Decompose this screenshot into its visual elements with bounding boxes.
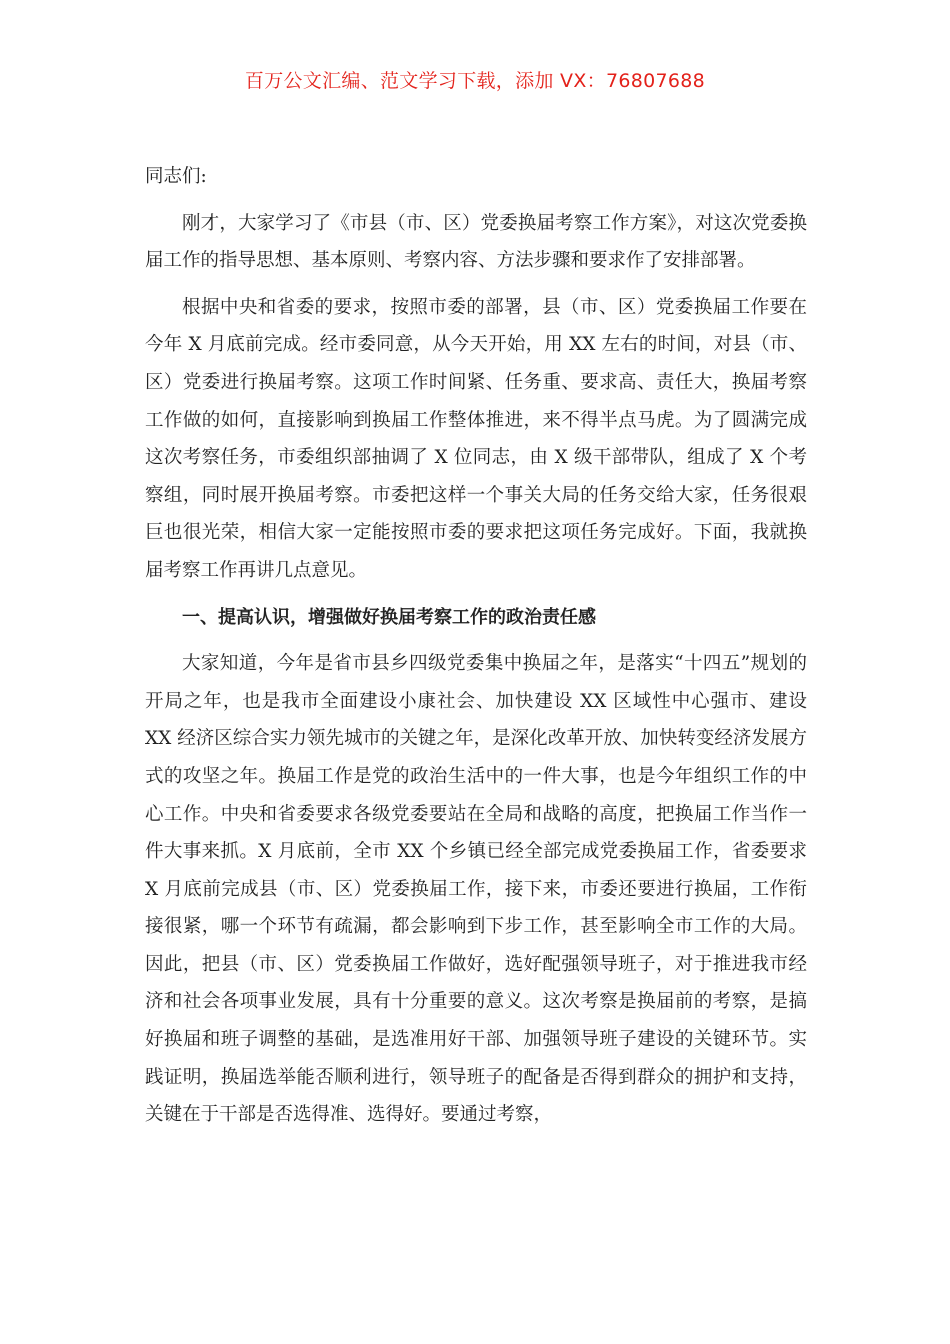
section-heading-1: 一、提高认识，增强做好换届考察工作的政治责任感	[182, 606, 596, 628]
section-1-paragraph: 大家知道，今年是省市县乡四级党委集中换届之年，是落实“十四五”规划的开局之年，也是我市全面建设小康社会、加快建设 XX 区域性中心强市、建设 XX 经济区综合实力领先城市的关键之年，是深化改革开放、加快转变经济发展方式的攻坚之年。换届工作是党的政治生活中的一件大事，也是今年组织工作的中心工作。中央和省委要求各级党委要站在全局和战略的高度，把换届工作当作一件大事来抓。X 月底前，全市 XX 个乡镇已经全部完成党委换届工作，省委要求 X 月底前完成县（市、区）党委换届工作，接下来，市委还要进行换届，工作衔接很紧，哪一个环节有疏漏，都会影响到下步工作，甚至影响全市工作的大局。因此，把县（市、区）党委换届工作做好，选好配强领导班子，对于推进我市经济和社会各项事业发展，具有十分重要的意义。这次考察是换届前的考察，是搞好换届和班子调整的基础，是选准用好干部、加强领导班子建设的关键环节。实践证明，换届选举能否顺利进行，领导班子的配备是否得到群众的拥护和支持，关键在于干部是否选得准、选得好。要通过考察，	[145, 653, 807, 1126]
paragraph-intro: 刚才，大家学习了《市县（市、区）党委换届考察工作方案》，对这次党委换届工作的指导思想、基本原则、考察内容、方法步骤和要求作了安排部署。	[145, 212, 807, 272]
promo-banner: 百万公文汇编、范文学习下载，添加 VX：76807688	[244, 70, 706, 92]
paragraph-background: 根据中央和省委的要求，按照市委的部署，县（市、区）党委换届工作要在今年 X 月底前完成。经市委同意，从今天开始，用 XX 左右的时间，对县（市、区）党委进行换届考察。这项工作时间紧、任务重、要求高、责任大，换届考察工作做的如何，直接影响到换届工作整体推进，来不得半点马虎。为了圆满完成这次考察任务，市委组织部抽调了 X 位同志，由 X 级干部带队，组成了 X 个考察组，同时展开换届考察。市委把这样一个事关大局的任务交给大家，任务很艰巨也很光荣，相信大家一定能按照市委的要求把这项任务完成好。下面，我就换届考察工作再讲几点意见。	[145, 296, 807, 581]
salutation: 同志们:	[145, 166, 207, 187]
document-body	[145, 158, 807, 1143]
